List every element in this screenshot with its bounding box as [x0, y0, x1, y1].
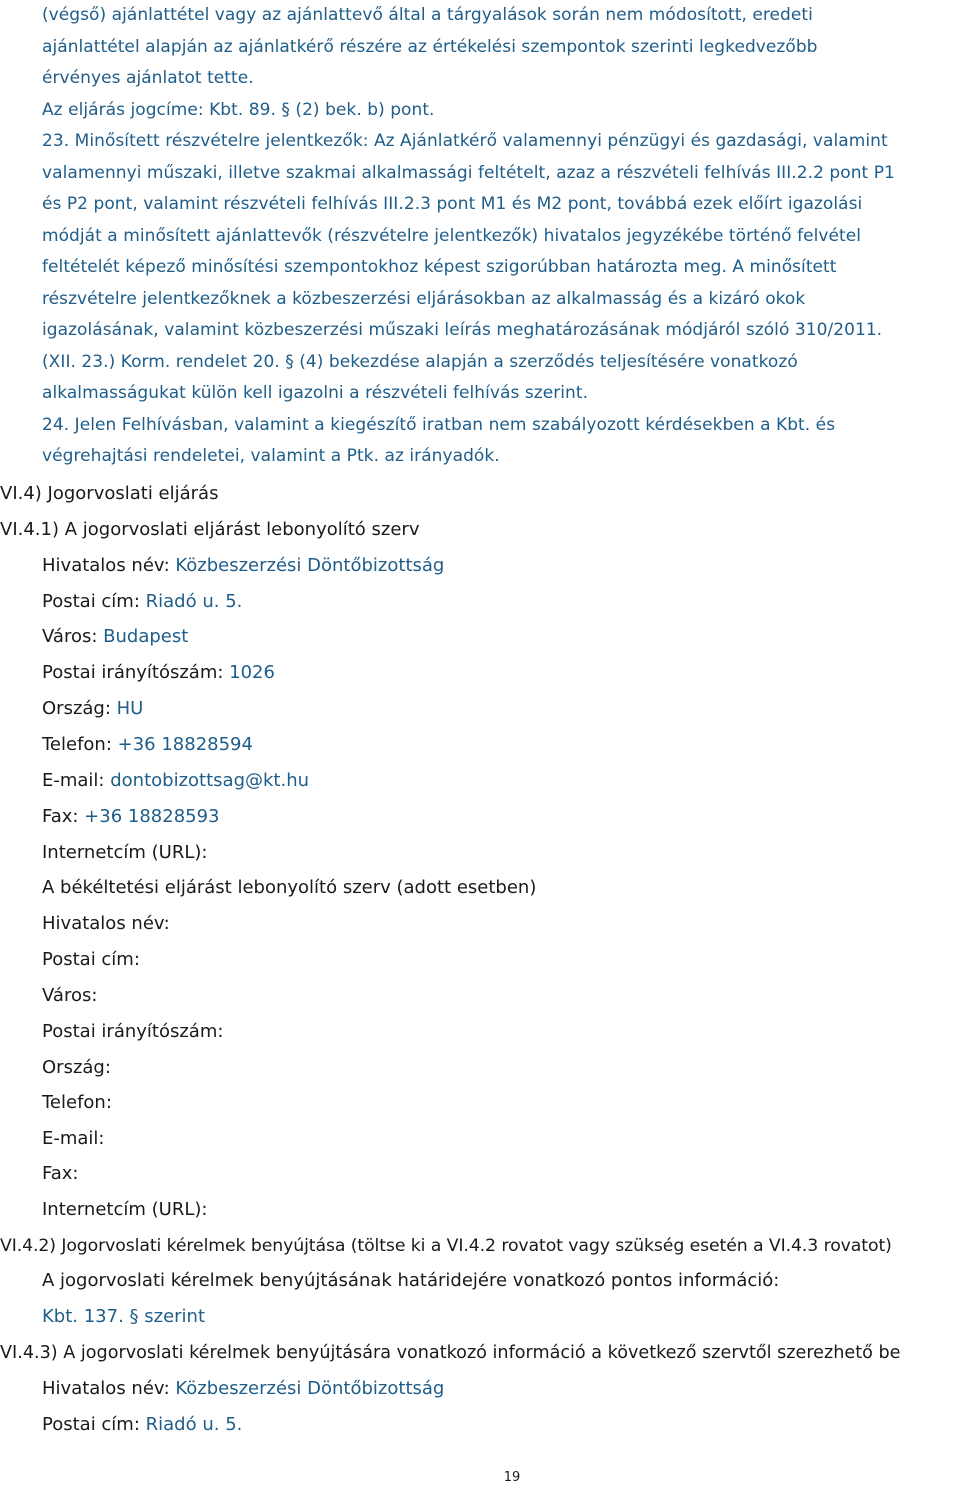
- section-heading-vi43: VI.4.3) A jogorvoslati kérelmek benyújtására vonatkozó információ a következő szervtől szerezhető be: [0, 1343, 901, 1363]
- text-line: érvényes ajánlatot tette.: [42, 68, 254, 88]
- mediation-url: Internetcím (URL):: [42, 1199, 208, 1220]
- email-link[interactable]: dontobizottsag@kt.hu: [110, 770, 310, 791]
- field-country: [42, 698, 143, 720]
- field-fax: [42, 806, 220, 828]
- text-line: (végső) ajánlattétel vagy az ajánlattevő által a tárgyalások során nem módosított, eredeti: [42, 5, 813, 25]
- field-value: Közbeszerzési Döntőbizottság: [175, 555, 445, 576]
- mediation-email: E-mail:: [42, 1128, 105, 1149]
- deadline-info-value: Kbt. 137. § szerint: [42, 1306, 206, 1327]
- text-line: (XII. 23.) Korm. rendelet 20. § (4) bekezdése alapján a szerződés teljesítésére vonatkozó: [42, 351, 798, 372]
- field-label: Város:: [42, 626, 104, 647]
- text-line: feltételét képező minősítési szempontokhoz képest szigorúbban határozta meg. A minősített: [42, 257, 837, 277]
- page-number: 19: [503, 1470, 521, 1485]
- field-email: [42, 770, 309, 792]
- vi43-postal-address: [42, 1414, 242, 1436]
- text-line: alkalmasságukat külön kell igazolni a részvételi felhívás szerint.: [42, 383, 589, 403]
- field-label: Ország:: [42, 698, 117, 719]
- mediation-city: Város:: [42, 985, 98, 1006]
- field-label: Postai cím:: [42, 591, 146, 612]
- text-line: részvételre jelentkezőknek a közbeszerzési eljárásokban az alkalmasság és a kizáró okok: [42, 288, 806, 309]
- text-line: valamennyi műszaki, illetve szakmai alkalmassági feltételt, azaz a részvételi felhívás III.2.2 pont P1: [42, 162, 895, 183]
- text-line: 23. Minősített részvételre jelentkezők: Az Ajánlatkérő valamennyi pénzügyi és gazdasági, valamint: [42, 131, 888, 151]
- vi43-official-name: [42, 1378, 444, 1400]
- mediation-phone: Telefon:: [42, 1092, 112, 1113]
- deadline-info-label: A jogorvoslati kérelmek benyújtásának határidejére vonatkozó pontos információ:: [42, 1270, 780, 1291]
- text-line: ajánlattétel alapján az ajánlatkérő részére az értékelési szempontok szerinti legkedvezőbb: [42, 36, 818, 57]
- field-value: HU: [116, 698, 144, 719]
- text-line: végrehajtási rendeletei, valamint a Ptk. az irányadók.: [42, 446, 500, 466]
- mediation-heading: A békéltetési eljárást lebonyolító szerv (adott esetben): [42, 877, 537, 898]
- mediation-postal-address: Postai cím:: [42, 949, 140, 970]
- field-label: Hivatalos név:: [42, 555, 176, 576]
- field-city: [42, 626, 188, 648]
- text-line: igazolásának, valamint közbeszerzési műszaki leírás meghatározásának módjáról szóló 310/2011.: [42, 320, 883, 340]
- text-line: 24. Jelen Felhívásban, valamint a kiegészítő iratban nem szabályozott kérdésekben a Kbt. és: [42, 414, 836, 435]
- mediation-fax: Fax:: [42, 1163, 79, 1184]
- field-label: Telefon:: [42, 734, 118, 755]
- text-line: és P2 pont, valamint részvételi felhívás III.2.3 pont M1 és M2 pont, továbbá ezek előírt igazolási: [42, 194, 863, 214]
- field-label: E-mail:: [42, 770, 111, 791]
- text-line: módját a minősített ajánlattevők (részvételre jelentkezők) hivatalos jegyzékébe történő felvétel: [42, 225, 861, 246]
- field-label: Fax:: [42, 806, 85, 827]
- text-line: Az eljárás jogcíme: Kbt. 89. § (2) bek. b) pont.: [42, 99, 435, 120]
- field-value: Riadó u. 5.: [145, 591, 243, 612]
- section-heading-vi4: VI.4) Jogorvoslati eljárás: [0, 483, 219, 504]
- field-official-name: [42, 555, 444, 577]
- field-phone: [42, 734, 253, 756]
- field-value: +36 18828593: [84, 806, 220, 827]
- field-label: Postai irányítószám:: [42, 662, 230, 683]
- field-postal-address: [42, 591, 242, 613]
- field-label: Hivatalos név:: [42, 1378, 176, 1399]
- field-value: 1026: [229, 662, 275, 683]
- field-label: Postai cím:: [42, 1414, 146, 1435]
- field-value: +36 18828594: [117, 734, 253, 755]
- field-url: Internetcím (URL):: [42, 842, 208, 863]
- mediation-postal-code: Postai irányítószám:: [42, 1021, 224, 1042]
- field-value: Riadó u. 5.: [145, 1414, 243, 1435]
- intro-paragraph: [42, 0, 957, 473]
- field-value: Közbeszerzési Döntőbizottság: [175, 1378, 445, 1399]
- field-value: Budapest: [103, 626, 189, 647]
- mediation-official-name: Hivatalos név:: [42, 913, 170, 934]
- section-heading-vi41: VI.4.1) A jogorvoslati eljárást lebonyolító szerv: [0, 519, 420, 540]
- section-heading-vi42: VI.4.2) Jogorvoslati kérelmek benyújtása (töltse ki a VI.4.2 rovatot vagy szükség esetén a VI.4.3 rovatot): [0, 1236, 892, 1256]
- mediation-country: Ország:: [42, 1057, 111, 1078]
- field-postal-code: [42, 662, 275, 684]
